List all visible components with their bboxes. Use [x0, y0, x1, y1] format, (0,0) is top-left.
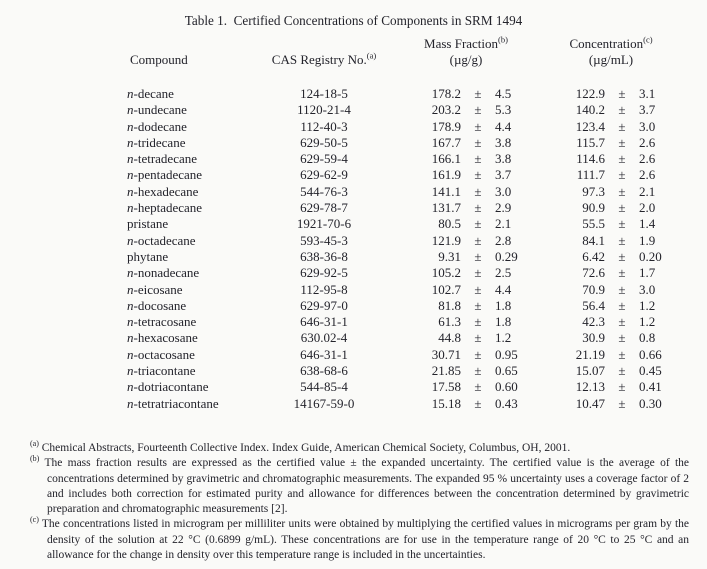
concentration-value: 140.2: [575, 102, 605, 118]
compound-italic-prefix: n: [127, 86, 134, 101]
compound-italic-prefix: n: [127, 363, 134, 379]
concentration-uncertainty: 2.0: [639, 200, 656, 216]
mass-fraction-value: 102.7: [431, 281, 461, 297]
mass-fraction-uncertainty: 2.5: [495, 265, 512, 281]
cas-number: 629-92-5: [300, 265, 348, 281]
column-header-compound: [127, 36, 269, 68]
compound-name-rest: -triacontane: [133, 363, 196, 379]
cas-number: 1921-70-6: [296, 216, 352, 232]
table-row: [0, 379, 679, 395]
cas-number: 638-36-8: [300, 248, 348, 264]
mass-fraction-uncertainty: 1.8: [495, 297, 512, 313]
mass-fraction-value: 178.2: [431, 86, 461, 101]
concentration-uncertainty: 0.66: [639, 346, 662, 362]
plus-minus-symbol: ±: [474, 395, 482, 411]
concentration-uncertainty: 1.4: [639, 216, 656, 232]
mass-fraction-uncertainty: 2.1: [495, 216, 512, 232]
plus-minus-symbol: ±: [618, 102, 626, 118]
column-label: CAS Registry No.$^{(a)}$: [271, 50, 377, 67]
mass-fraction-value: 17.58: [431, 379, 461, 395]
cas-number: 1120-21-4: [297, 102, 351, 118]
concentration-value: 10.47: [575, 395, 605, 411]
table-row: [0, 282, 679, 298]
plus-minus-symbol: ±: [474, 118, 482, 134]
plus-minus-symbol: ±: [618, 216, 626, 232]
compound-name: [127, 265, 269, 281]
plus-minus-symbol: ±: [618, 346, 626, 362]
plus-minus-symbol: ±: [618, 314, 626, 330]
plus-minus-symbol: ±: [618, 118, 626, 134]
concentration-value: 90.9: [582, 200, 605, 216]
plus-minus-symbol: ±: [474, 102, 482, 118]
concentration-value: 111.7: [576, 167, 605, 183]
compound-italic-prefix: n: [127, 102, 134, 118]
mass-fraction-uncertainty: 0.43: [495, 395, 518, 411]
concentration-value: 72.6: [582, 265, 605, 281]
column-header-concentration: [535, 36, 679, 68]
compound-name: [127, 347, 269, 363]
mass-fraction-value: 15.18: [431, 395, 461, 411]
compound-name: [127, 298, 269, 314]
mass-fraction-value: 161.9: [431, 167, 461, 183]
compound-italic-prefix: n: [127, 281, 134, 297]
plus-minus-symbol: ±: [474, 281, 482, 297]
table-row: [0, 200, 679, 216]
plus-minus-symbol: ±: [474, 330, 482, 346]
footnote-a-marker: (a): [30, 439, 39, 449]
compound-italic-prefix: n: [127, 330, 134, 346]
plus-minus-symbol: ±: [474, 183, 482, 199]
mass-fraction-value: 80.5: [438, 216, 461, 232]
mass-fraction-value: 105.2: [431, 265, 461, 281]
column-label: Mass Fraction$^{(b)}$: [424, 34, 508, 51]
compound-name: [127, 379, 269, 395]
footnote-b-marker: (b): [30, 454, 40, 464]
cas-number: 638-68-6: [300, 363, 348, 379]
compound-name: [127, 102, 269, 118]
mass-fraction-uncertainty: 3.7: [495, 167, 512, 183]
mass-fraction-uncertainty: 5.3: [495, 102, 512, 118]
compound-name-rest: pristane: [127, 216, 169, 232]
mass-fraction-uncertainty: 3.8: [495, 151, 512, 167]
concentration-uncertainty: 1.7: [639, 265, 656, 281]
mass-fraction-uncertainty: 1.2: [495, 330, 512, 346]
cas-number: 14167-59-0: [293, 395, 355, 411]
compound-italic-prefix: n: [127, 118, 134, 134]
plus-minus-symbol: ±: [474, 297, 482, 313]
concentration-value: 21.19: [575, 346, 605, 362]
compound-italic-prefix: n: [127, 379, 134, 395]
concentration-value: 6.42: [582, 248, 605, 264]
concentration-uncertainty: 2.6: [639, 134, 656, 150]
mass-fraction-value: 61.3: [438, 314, 461, 330]
plus-minus-symbol: ±: [618, 379, 626, 395]
compound-name: [127, 249, 269, 265]
compound-name: [127, 184, 269, 200]
compound-name: [127, 200, 269, 216]
cas-number: 544-85-4: [300, 379, 348, 395]
table-row: [0, 216, 679, 232]
plus-minus-symbol: ±: [474, 314, 482, 330]
compound-name-rest: -decane: [133, 86, 174, 101]
compound-name: [127, 119, 269, 135]
plus-minus-symbol: ±: [474, 200, 482, 216]
plus-minus-symbol: ±: [474, 232, 482, 248]
table-row: [0, 396, 679, 412]
concentration-uncertainty: 3.0: [639, 281, 656, 297]
table-row: [0, 86, 679, 102]
concentration-value: 84.1: [582, 232, 605, 248]
compound-name: [127, 216, 269, 232]
table-row: [0, 363, 679, 379]
mass-fraction-uncertainty: 4.4: [495, 118, 512, 134]
column-label: Compound: [130, 52, 188, 67]
compound-italic-prefix: n: [127, 151, 134, 167]
concentration-value: 97.3: [582, 183, 605, 199]
compound-name-rest: phytane: [127, 248, 169, 264]
table-row: [0, 330, 679, 346]
column-label: Concentration$^{(c)}$: [569, 34, 653, 51]
table-row: [0, 167, 679, 183]
mass-fraction-uncertainty: 4.5: [495, 86, 512, 101]
table-row: [0, 347, 679, 363]
footnotes: [30, 441, 689, 563]
compound-name-rest: -nonadecane: [133, 265, 200, 281]
concentration-uncertainty: 2.6: [639, 167, 656, 183]
plus-minus-symbol: ±: [474, 248, 482, 264]
column-header-mass-fraction: [379, 36, 535, 68]
mass-fraction-uncertainty: 0.95: [495, 346, 518, 362]
table-row: [0, 151, 679, 167]
concentration-uncertainty: 0.41: [639, 379, 662, 395]
compound-italic-prefix: n: [127, 314, 134, 330]
compound-name: [127, 314, 269, 330]
mass-fraction-uncertainty: 2.9: [495, 200, 512, 216]
compound-name: [127, 167, 269, 183]
compound-name-rest: -docosane: [133, 297, 187, 313]
plus-minus-symbol: ±: [618, 297, 626, 313]
concentration-uncertainty: 0.8: [639, 330, 656, 346]
concentration-uncertainty: 3.7: [639, 102, 656, 118]
table-row: [0, 298, 679, 314]
plus-minus-symbol: ±: [618, 200, 626, 216]
compound-name: [127, 396, 269, 412]
cas-number: 112-95-8: [300, 281, 348, 297]
compound-name: [127, 86, 269, 102]
concentration-uncertainty: 2.6: [639, 151, 656, 167]
footnote-a-text: Chemical Abstracts, Fourteenth Collective Index. Index Guide, American Chemical Society, Columbus, OH, 2001.: [41, 442, 571, 454]
compound-italic-prefix: n: [127, 346, 134, 362]
mass-fraction-value: 21.85: [431, 363, 461, 379]
footnote-b-text: The mass fraction results are expressed as the certified value ± the expanded uncertainty. The certified value is the average of the concentrations determined by gravimetric and chromatographic measurements. The expanded 95 % uncertainty uses a coverage factor of 2 and includes both correction for estimated purity and allowance for differences between the concentration determined by gravimetric preparation and chromatographic measurements [2].: [44, 457, 690, 516]
table-row: [0, 265, 679, 281]
plus-minus-symbol: ±: [474, 151, 482, 167]
table-header: [0, 36, 679, 68]
table-row: [0, 233, 679, 249]
mass-fraction-uncertainty: 4.4: [495, 281, 512, 297]
footnote-ref-b: (b): [498, 34, 508, 45]
compound-name-rest: -hexadecane: [133, 183, 199, 199]
compound-italic-prefix: n: [127, 167, 134, 183]
compound-italic-prefix: n: [127, 183, 134, 199]
plus-minus-symbol: ±: [474, 346, 482, 362]
footnote-ref-c: (c): [643, 34, 653, 45]
mass-fraction-value: 166.1: [431, 151, 461, 167]
plus-minus-symbol: ±: [618, 151, 626, 167]
compound-name-rest: -octadecane: [133, 232, 196, 248]
mass-fraction-uncertainty: 0.65: [495, 363, 518, 379]
compound-italic-prefix: n: [127, 297, 134, 313]
mass-fraction-value: 121.9: [431, 232, 461, 248]
concentration-uncertainty: 1.2: [639, 297, 656, 313]
concentration-value: 115.7: [576, 134, 605, 150]
compound-name-rest: -octacosane: [133, 346, 195, 362]
compound-name-rest: -tridecane: [133, 134, 186, 150]
plus-minus-symbol: ±: [618, 395, 626, 411]
column-unit: (µg/mL): [588, 52, 634, 67]
compound-name: [127, 233, 269, 249]
compound-name: [127, 135, 269, 151]
table-row: [0, 184, 679, 200]
compound-italic-prefix: n: [127, 265, 134, 281]
mass-fraction-value: 203.2: [431, 102, 461, 118]
mass-fraction-uncertainty: 1.8: [495, 314, 512, 330]
footnote-ref-a: (a): [366, 50, 377, 61]
plus-minus-symbol: ±: [618, 281, 626, 297]
concentration-value: 15.07: [575, 363, 605, 379]
table-row: [0, 249, 679, 265]
compound-name-rest: -tetracosane: [133, 314, 197, 330]
footnote-b: [30, 456, 689, 517]
table-body: [0, 86, 679, 412]
mass-fraction-value: 178.9: [431, 118, 461, 134]
mass-fraction-uncertainty: 2.8: [495, 232, 512, 248]
cas-number: 646-31-1: [300, 346, 348, 362]
concentration-value: 123.4: [575, 118, 605, 134]
plus-minus-symbol: ±: [618, 134, 626, 150]
compound-name-rest: -dotriacontane: [133, 379, 209, 395]
plus-minus-symbol: ±: [474, 86, 482, 101]
compound-name-rest: -eicosane: [133, 281, 183, 297]
concentration-value: 55.5: [582, 216, 605, 232]
mass-fraction-value: 167.7: [431, 134, 461, 150]
plus-minus-symbol: ±: [474, 216, 482, 232]
mass-fraction-value: 30.71: [431, 346, 461, 362]
cas-number: 629-59-4: [300, 151, 348, 167]
plus-minus-symbol: ±: [618, 86, 626, 101]
compound-name-rest: -heptadecane: [133, 200, 203, 216]
table-row: [0, 314, 679, 330]
plus-minus-symbol: ±: [618, 265, 626, 281]
footnote-c: [30, 517, 689, 563]
concentration-uncertainty: 2.1: [639, 183, 656, 199]
column-unit: (µg/g): [449, 52, 483, 67]
compound-italic-prefix: n: [127, 395, 134, 411]
plus-minus-symbol: ±: [618, 232, 626, 248]
compound-name-rest: -hexacosane: [133, 330, 198, 346]
concentration-uncertainty: 0.30: [639, 395, 662, 411]
mass-fraction-uncertainty: 3.8: [495, 134, 512, 150]
concentration-value: 122.9: [575, 86, 605, 101]
plus-minus-symbol: ±: [618, 248, 626, 264]
footnote-a: [30, 441, 689, 456]
concentration-value: 114.6: [576, 151, 605, 167]
compound-italic-prefix: n: [127, 134, 134, 150]
cas-number: 629-78-7: [300, 200, 348, 216]
table-row: [0, 102, 679, 118]
compound-name: [127, 363, 269, 379]
compound-name-rest: -pentadecane: [133, 167, 203, 183]
compound-name-rest: -tetradecane: [133, 151, 198, 167]
footnote-c-text: The concentrations listed in microgram per milliliter units were obtained by multiplying the certified values in micrograms per gram by the density of the solution at 22 °C (0.6899 g/mL). These concentrations are for use in the temperature range of 20 °C to 25 °C and an allowance for the change in density over this temperature range is included in the uncertainties.: [41, 518, 689, 562]
concentration-value: 30.9: [582, 330, 605, 346]
compound-name-rest: -tetratriacontane: [133, 395, 219, 411]
mass-fraction-uncertainty: 3.0: [495, 183, 512, 199]
plus-minus-symbol: ±: [618, 363, 626, 379]
concentration-uncertainty: 3.1: [639, 86, 656, 101]
mass-fraction-value: 44.8: [438, 330, 461, 346]
table-title: Table 1. Certified Concentrations of Components in SRM 1494: [184, 13, 523, 28]
concentration-uncertainty: 0.45: [639, 363, 662, 379]
concentration-value: 70.9: [582, 281, 605, 297]
concentration-value: 42.3: [582, 314, 605, 330]
cas-number: 112-40-3: [300, 118, 348, 134]
table-row: [0, 135, 679, 151]
concentration-value: 12.13: [575, 379, 605, 395]
plus-minus-symbol: ±: [618, 167, 626, 183]
compound-name: [127, 330, 269, 346]
compound-name-rest: -dodecane: [133, 118, 187, 134]
footnote-c-marker: (c): [30, 515, 39, 525]
concentration-uncertainty: 0.20: [639, 248, 662, 264]
plus-minus-symbol: ±: [618, 330, 626, 346]
compound-name-rest: -undecane: [133, 102, 187, 118]
compound-italic-prefix: n: [127, 232, 134, 248]
plus-minus-symbol: ±: [618, 183, 626, 199]
plus-minus-symbol: ±: [474, 363, 482, 379]
cas-number: 124-18-5: [300, 86, 348, 101]
concentration-uncertainty: 3.0: [639, 118, 656, 134]
mass-fraction-value: 9.31: [438, 248, 461, 264]
mass-fraction-value: 141.1: [431, 183, 461, 199]
cas-number: 593-45-3: [300, 232, 348, 248]
cas-number: 544-76-3: [300, 183, 348, 199]
compound-name: [127, 282, 269, 298]
concentration-uncertainty: 1.9: [639, 232, 656, 248]
mass-fraction-value: 81.8: [438, 297, 461, 313]
plus-minus-symbol: ±: [474, 379, 482, 395]
concentration-value: 56.4: [582, 297, 605, 313]
plus-minus-symbol: ±: [474, 167, 482, 183]
cas-number: 630.02-4: [300, 330, 348, 346]
cas-number: 629-62-9: [300, 167, 348, 183]
concentration-uncertainty: 1.2: [639, 314, 656, 330]
plus-minus-symbol: ±: [474, 265, 482, 281]
cas-number: 646-31-1: [300, 314, 348, 330]
column-header-cas: [269, 36, 379, 68]
cas-number: 629-97-0: [300, 297, 348, 313]
plus-minus-symbol: ±: [474, 134, 482, 150]
mass-fraction-uncertainty: 0.60: [495, 379, 518, 395]
compound-name: [127, 151, 269, 167]
mass-fraction-uncertainty: 0.29: [495, 248, 518, 264]
table-row: [0, 119, 679, 135]
compound-italic-prefix: n: [127, 200, 134, 216]
mass-fraction-value: 131.7: [431, 200, 461, 216]
cas-number: 629-50-5: [300, 134, 348, 150]
